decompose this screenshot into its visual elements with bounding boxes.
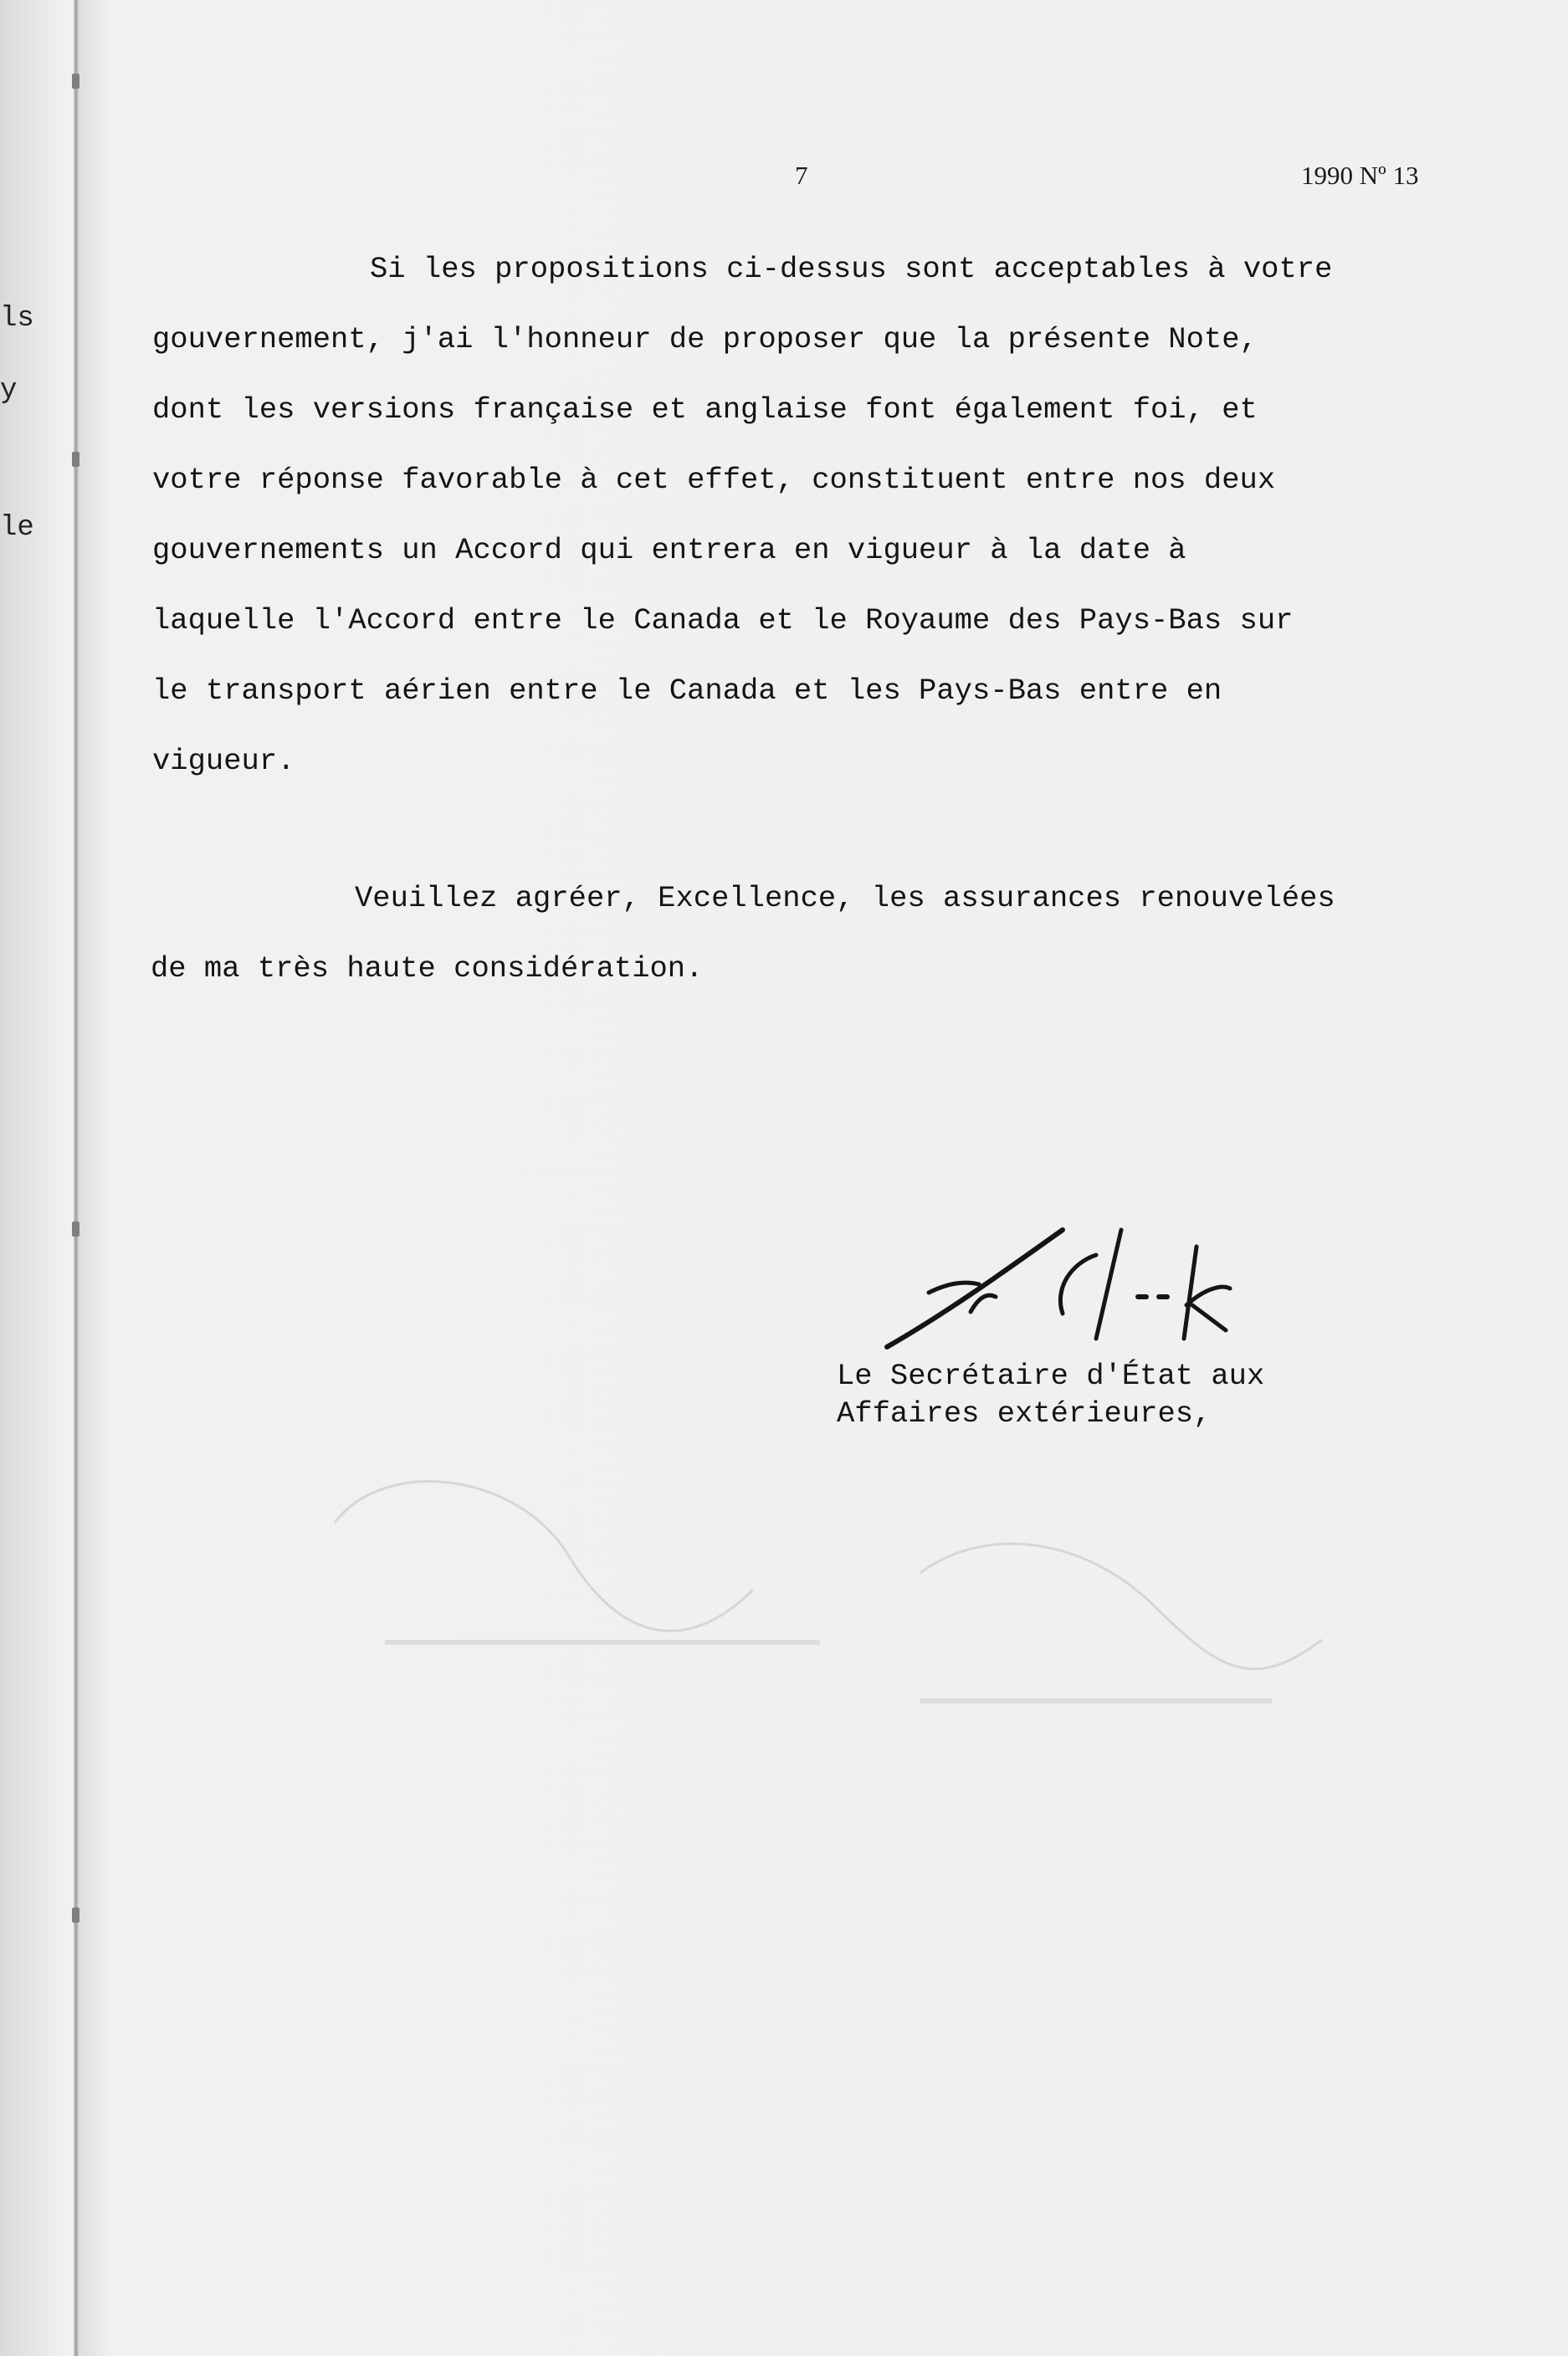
- closing-line: de ma très haute considération.: [151, 951, 704, 986]
- staple-mark: [72, 452, 79, 467]
- page-binding-edge: [74, 0, 79, 2356]
- staple-mark: [72, 74, 79, 89]
- staple-mark: [72, 1222, 79, 1237]
- page-number: 7: [795, 161, 808, 190]
- signatory-title: Affaires extérieures,: [837, 1396, 1212, 1431]
- binding-shadow: [79, 0, 112, 2356]
- staple-mark: [72, 1908, 79, 1923]
- left-page-fragment: y: [0, 375, 18, 407]
- handwritten-signature: [870, 1213, 1255, 1364]
- body-line: dont les versions française et anglaise font également foi, et: [152, 392, 1258, 427]
- body-line: gouvernements un Accord qui entrera en vigueur à la date à: [152, 533, 1186, 567]
- body-line: votre réponse favorable à cet effet, constituent entre nos deux: [152, 463, 1276, 497]
- left-page-fragment: ls: [0, 303, 34, 335]
- body-paragraph: [152, 234, 1491, 796]
- document-reference: 1990 Nº 13: [1301, 161, 1419, 190]
- left-page-fragment: le: [0, 512, 34, 544]
- body-line: le transport aérien entre le Canada et les Pays-Bas entre en: [152, 674, 1222, 708]
- body-line: vigueur.: [152, 744, 295, 778]
- body-line: gouvernement, j'ai l'honneur de proposer que la présente Note,: [152, 322, 1258, 356]
- closing-formula: [151, 863, 1506, 1004]
- signatory-block: [837, 1357, 1264, 1432]
- closing-line: Veuillez agréer, Excellence, les assurances renouvelées: [355, 881, 1335, 915]
- body-line: Si les propositions ci-dessus sont acceptables à votre: [370, 252, 1333, 286]
- bleed-through-texture: [167, 1422, 1422, 1841]
- body-line: laquelle l'Accord entre le Canada et le Royaume des Pays-Bas sur: [152, 603, 1294, 638]
- signatory-title: Le Secrétaire d'État aux: [837, 1359, 1265, 1393]
